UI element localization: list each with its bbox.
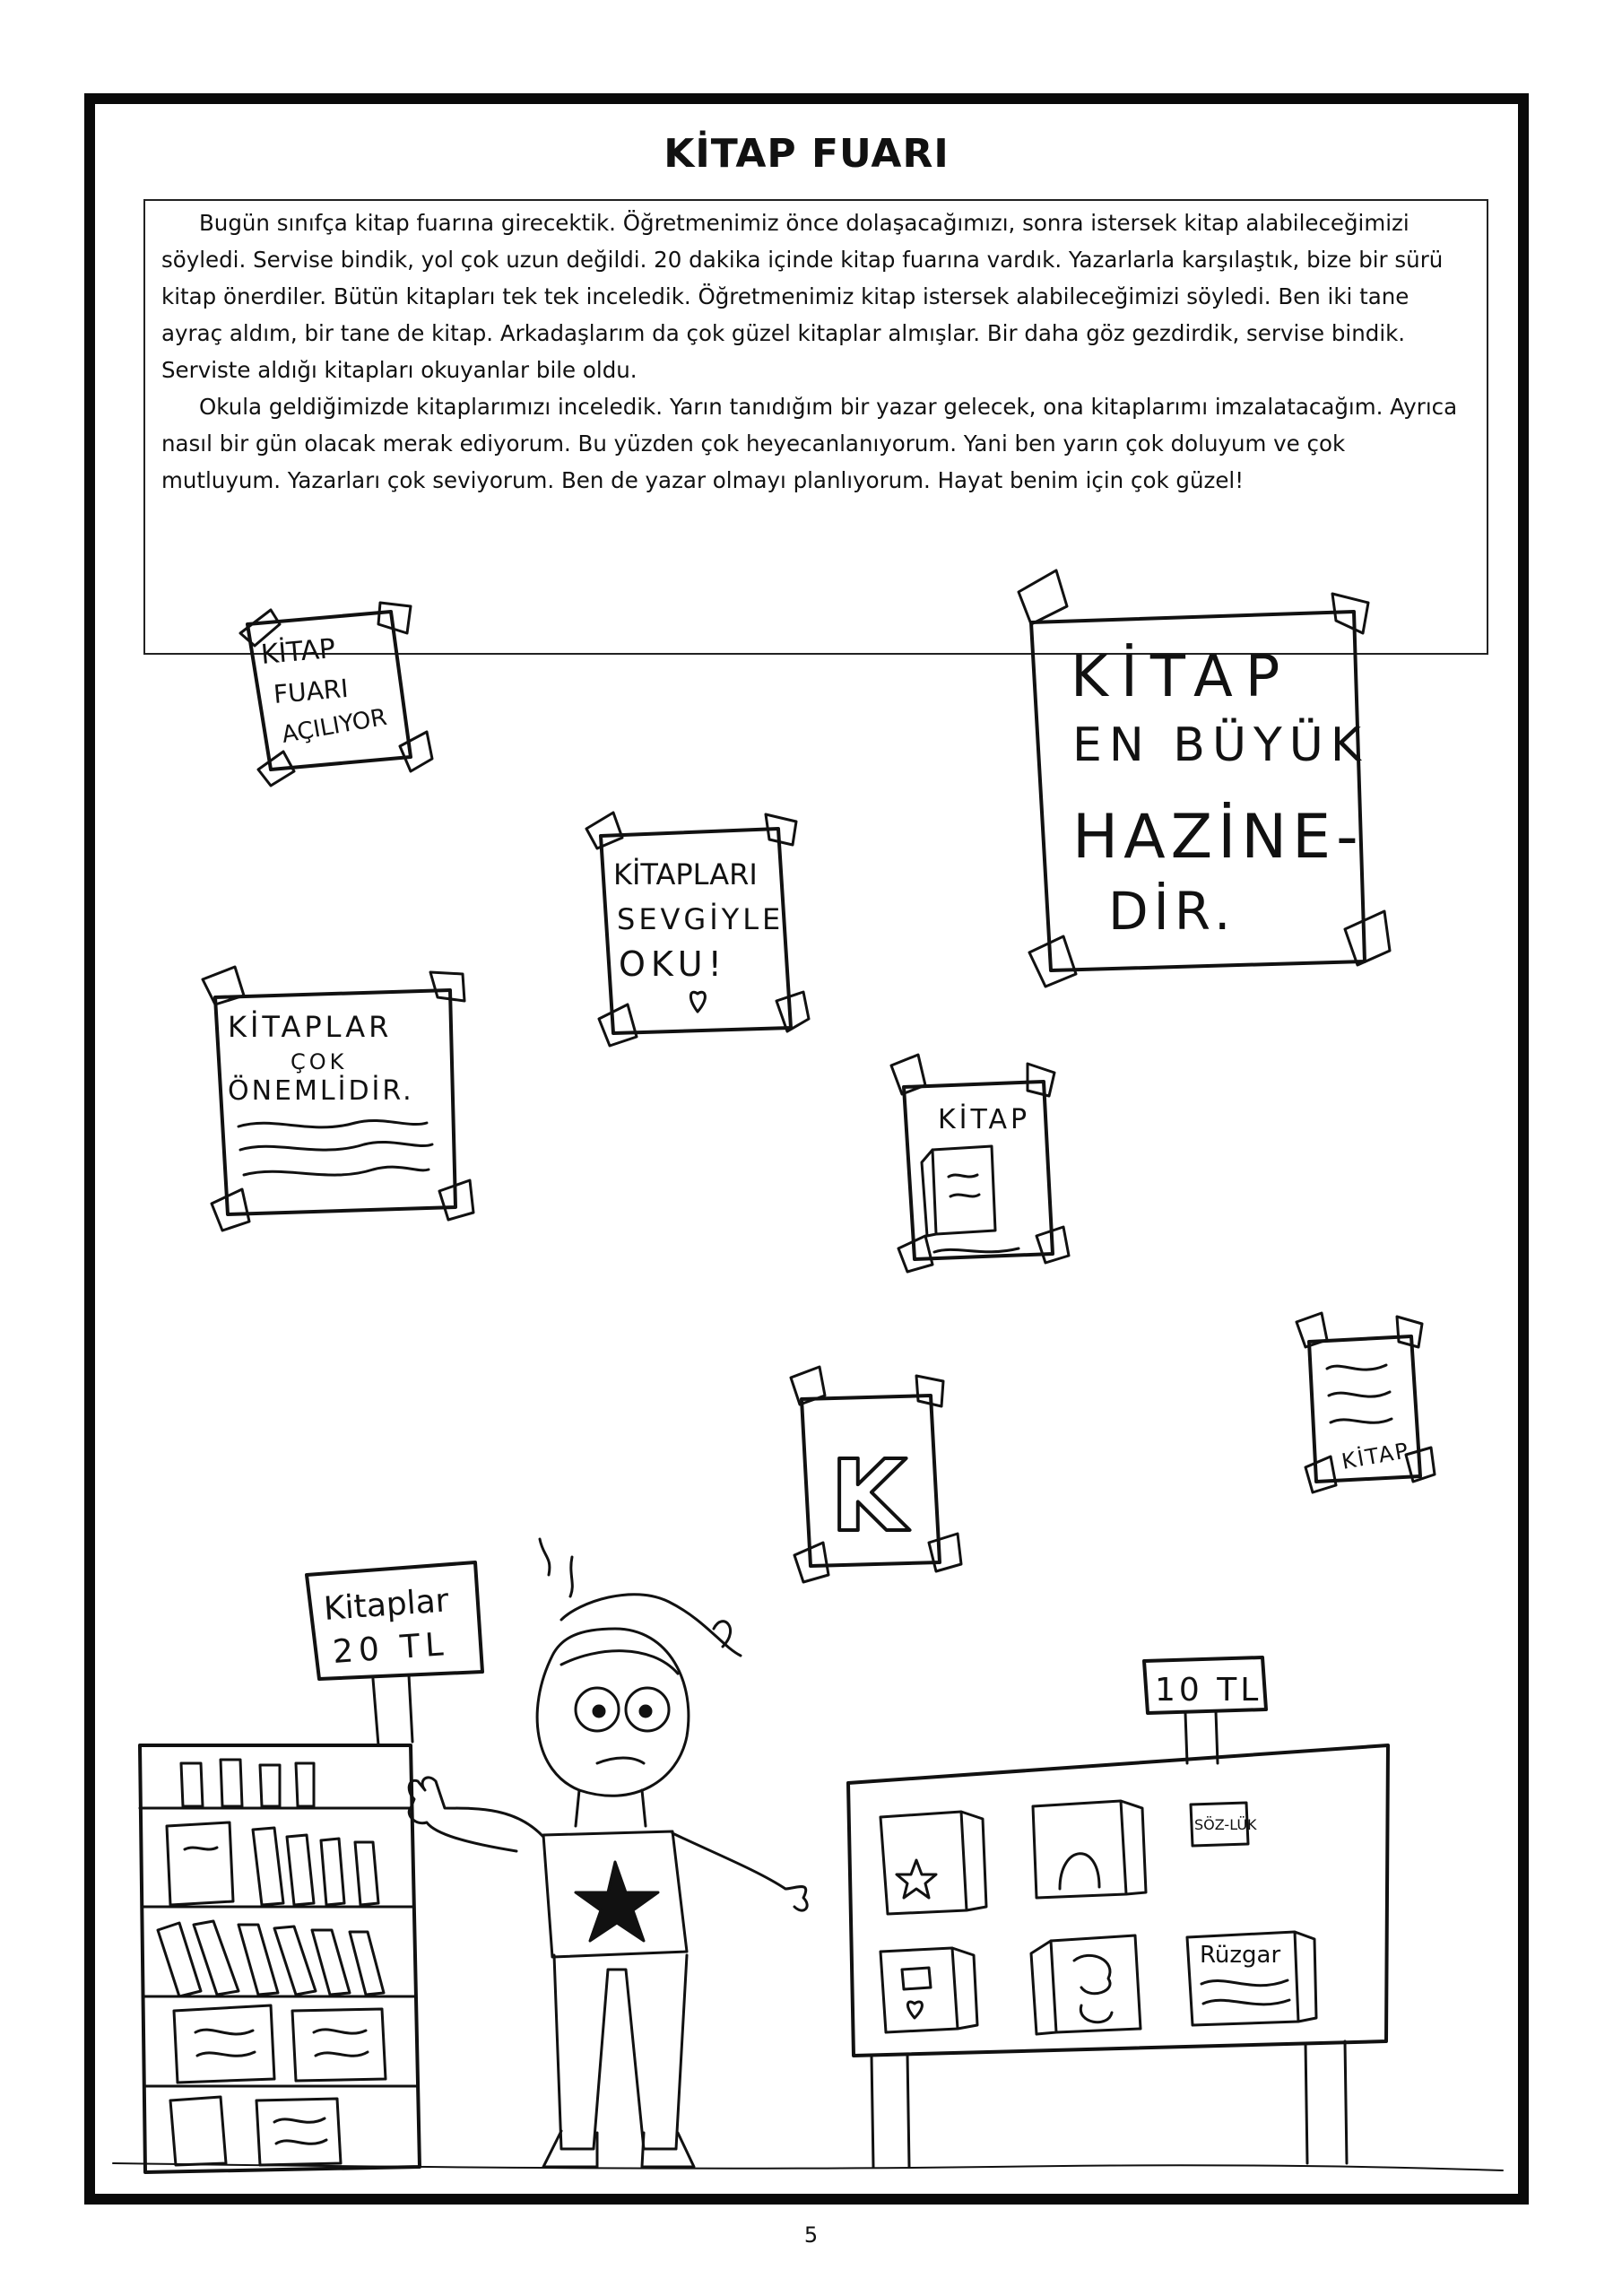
poster-love-line2: SEVGİYLE (617, 902, 785, 936)
star-icon (576, 1862, 658, 1941)
poster-corner (1297, 1313, 1435, 1492)
sign-right-label: 10 TL (1155, 1672, 1262, 1709)
sign-left-line1: Kitaplar (322, 1582, 450, 1628)
poster-important-line1: KİTAPLAR (228, 1010, 393, 1044)
poster-treasure-line1: KİTAP (1071, 644, 1293, 710)
poster-letter-label: K (830, 1439, 907, 1553)
poster-fair-opening-line3: AÇILIYOR (280, 703, 389, 749)
poster-letter (791, 1367, 961, 1582)
poster-treasure (1019, 570, 1390, 987)
star-small-icon (897, 1860, 936, 1898)
poster-love-line3: OKU! (619, 944, 727, 984)
page-title: KİTAP FUARI (664, 131, 950, 177)
story-paragraph-2: Okula geldiğimizde kitaplarımızı inceledik. Yarın tanıdığım bir yazar gelecek, ona kitaplarımı imzalatacağım. Ayrıca nasıl bir gün olacak merak ediyorum. Bu yüzden çok heyecanlanıyorum. Yani ben yarın çok doluyum ve çok mutluyum. Yazarları çok seviyorum. Ben de yazar olmayı planlıyorum. Hayat benim için çok güzel! (161, 394, 1458, 493)
sign-left-line2: 20 TL (331, 1626, 450, 1671)
book-icon (922, 1146, 995, 1236)
poster-love (586, 813, 809, 1046)
page-frame (84, 93, 1529, 2205)
girl-figure (409, 1539, 807, 2167)
poster-corner-label: KİTAP (1340, 1438, 1412, 1474)
poster-important-line3: ÖNEMLİDİR. (228, 1075, 414, 1107)
poster-treasure-line4: DİR. (1108, 881, 1236, 942)
poster-small-book (891, 1055, 1069, 1272)
poster-love-line1: KİTAPLARI (613, 857, 758, 891)
bookshelf (140, 1745, 420, 2172)
hand-drawing (95, 104, 1518, 2194)
poster-fair-opening-line2: FUARI (272, 673, 350, 709)
poster-treasure-line3: HAZİNE- (1072, 802, 1364, 873)
poster-important (203, 967, 473, 1231)
poster-fair-opening (240, 603, 432, 786)
poster-important-line2: ÇOK (291, 1049, 348, 1074)
heart-icon (690, 992, 705, 1012)
table-book-small-label: SÖZ-LÜK (1194, 1816, 1257, 1833)
sign-left (307, 1562, 482, 1745)
poster-small-book-label: KİTAP (938, 1104, 1031, 1135)
poster-treasure-line2: EN BÜYÜK (1072, 718, 1368, 772)
sign-right (1144, 1657, 1266, 1763)
poster-fair-opening-line1: KİTAP (259, 632, 337, 671)
book-table (848, 1745, 1388, 2167)
story-paragraph-1: Bugün sınıfça kitap fuarına girecektik. Öğretmenimiz önce dolaşacağımızı, sonra istersek kitap alabileceğimizi söyledi. Servise bindik, yol çok uzun değildi. 20 dakika içinde kitap fuarına vardık. Yazarlarla karşılaştık, bize bir sürü kitap önerdiler. Bütün kitapları tek tek inceledik. Öğretmenimiz kitap istersek alabileceğimizi söyledi. Ben iki tane ayraç aldım, bir tane de kitap. Arkadaşlarım da çok güzel kitaplar almışlar. Bir daha göz gezdirdik, servise bindik. Serviste aldığı kitapları okuyanlar bile oldu. (161, 210, 1444, 383)
heart-small-icon (907, 2002, 922, 2018)
table-book-wind-label: Rüzgar (1200, 1942, 1281, 1969)
page-number: 5 (803, 2222, 819, 2248)
